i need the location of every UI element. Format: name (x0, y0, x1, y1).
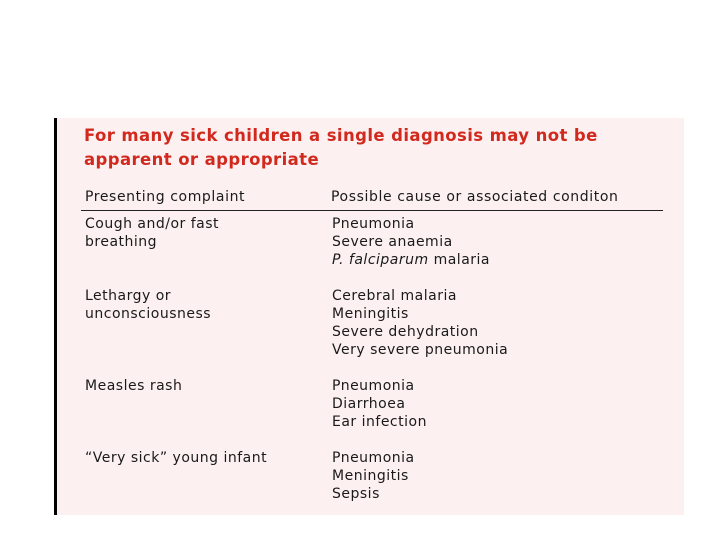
cause-item-suffix: malaria (428, 252, 491, 268)
complaint-cell (85, 215, 315, 251)
cause-item: Pneumonia (332, 216, 415, 232)
cause-item: Very severe pneumonia (332, 342, 509, 358)
column-header-presenting-complaint: Presenting complaint (85, 189, 246, 205)
complaint-line: Lethargy or (85, 288, 172, 304)
cause-item: Meningitis (332, 306, 409, 322)
cause-item: Ear infection (332, 414, 427, 430)
diagnosis-table-panel (54, 118, 684, 515)
causes-cell (332, 287, 652, 359)
complaint-line: Cough and/or fast (85, 216, 220, 232)
complaint-cell (85, 377, 315, 395)
complaint-line: “Very sick” young infant (85, 450, 268, 466)
cause-item: Pneumonia (332, 450, 415, 466)
header-divider (81, 210, 663, 211)
cause-item: Severe dehydration (332, 324, 479, 340)
cause-item: Pneumonia (332, 378, 415, 394)
causes-cell (332, 449, 652, 503)
table-title: For many sick children a single diagnosis may not be apparent or appropriate (84, 126, 598, 169)
cause-species-name: P. falciparum (332, 252, 429, 268)
complaint-line: Measles rash (85, 378, 183, 394)
causes-cell (332, 377, 652, 431)
complaint-cell (85, 287, 315, 323)
causes-cell (332, 215, 652, 269)
cause-item: Meningitis (332, 468, 409, 484)
cause-item: Sepsis (332, 486, 380, 502)
complaint-line: unconsciousness (85, 306, 212, 322)
complaint-cell (85, 449, 315, 467)
complaint-line: breathing (85, 234, 158, 250)
column-header-possible-cause: Possible cause or associated conditon (331, 189, 619, 205)
cause-item: Severe anaemia (332, 234, 453, 250)
cause-item: Diarrhoea (332, 396, 406, 412)
cause-item (332, 251, 652, 269)
cause-item: Cerebral malaria (332, 288, 457, 304)
